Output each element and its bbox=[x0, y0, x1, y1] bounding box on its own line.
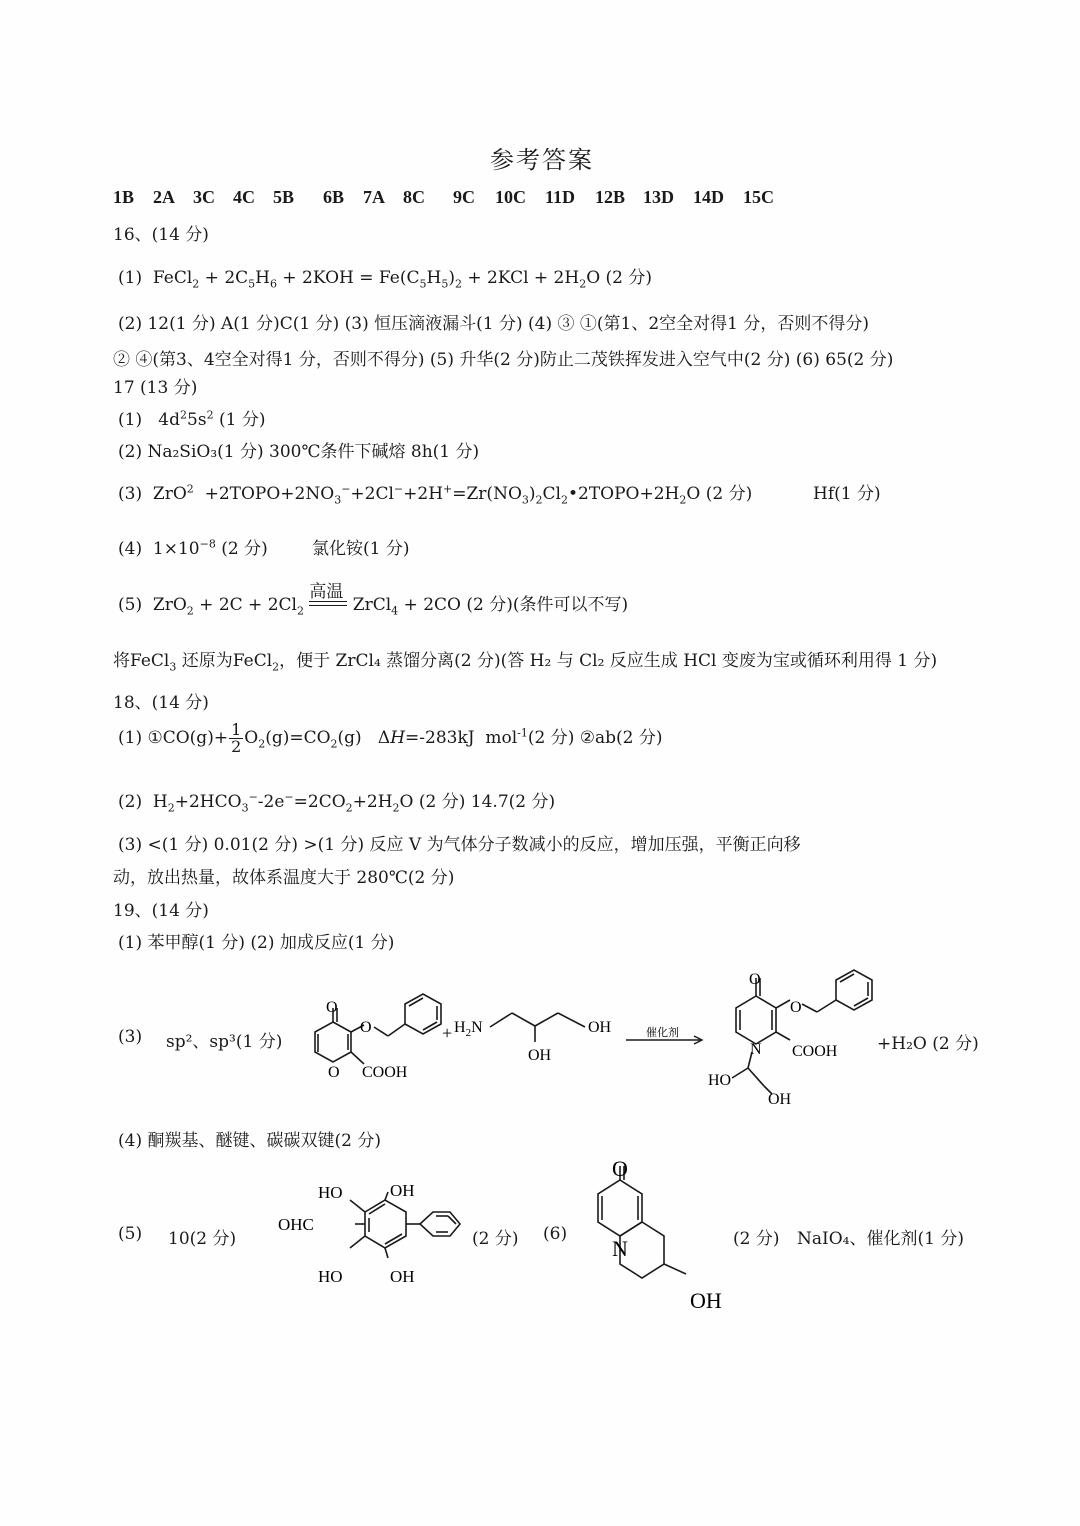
q17-part4-label: (4) bbox=[118, 539, 143, 559]
fecl2-formula: FeCl$_2$ bbox=[232, 651, 280, 674]
q17-part1 bbox=[118, 405, 265, 430]
q18-part3-row2: 动，放出热量，故体系温度大于 280℃(2 分) bbox=[113, 868, 455, 888]
answer-item: 2A bbox=[153, 187, 175, 207]
answer-item: 11D bbox=[545, 187, 576, 207]
answer-item: 12B bbox=[595, 187, 626, 207]
q19-part6-points: (2 分) bbox=[733, 1229, 780, 1249]
q16-part1 bbox=[118, 263, 653, 291]
q17-part3-points: (2 分) bbox=[705, 484, 753, 504]
q18-part1-equation: CO(g)+ $\frac{1}{2}$ $O_2(g)=CO_2(g)$ ΔH=-283kJ mol$^{-1}$ bbox=[162, 720, 528, 756]
condition-label: 高温 bbox=[309, 581, 344, 602]
benzene-ring-aldehyde bbox=[350, 1192, 460, 1258]
product-structure bbox=[732, 970, 872, 1094]
q18-part2-label: (2) bbox=[118, 792, 143, 812]
o-label: O bbox=[612, 1156, 628, 1181]
answer-item: 8C bbox=[403, 187, 425, 207]
structure-6 bbox=[580, 1150, 740, 1320]
plus-sign: + bbox=[442, 1023, 453, 1043]
q17-part4 bbox=[118, 534, 268, 559]
bicyclic-ring bbox=[598, 1166, 686, 1278]
n-label: N bbox=[612, 1236, 628, 1261]
q17-part4-value: $1\times 10^{-8}$ bbox=[147, 537, 216, 559]
answer-item: 1B bbox=[113, 187, 135, 207]
answer-item: 7A bbox=[363, 187, 385, 207]
q18-part2-equation: $H_2+2HCO_3^--2e^-=2CO_2+2H_2O$ bbox=[147, 790, 414, 815]
q16-part1-equation: FeCl$_2$ + $2C_5H_6 + 2KOH = Fe(C_5H_5)_2 + 2KCl + 2H_2O$ bbox=[147, 268, 601, 291]
o-label: O bbox=[790, 999, 802, 1016]
ho-label: HO bbox=[708, 1072, 732, 1089]
q17-part1-points: (1 分) bbox=[218, 410, 266, 430]
q19-header: 19、(14 分) bbox=[113, 901, 209, 921]
q19-part5-label: (5) bbox=[118, 1224, 143, 1244]
page-title: 参考答案 bbox=[490, 146, 594, 174]
q19-part3-label: (3) bbox=[118, 1027, 143, 1047]
q16-part1-label: (1) bbox=[118, 268, 143, 288]
catalyst-label: 催化剂 bbox=[646, 1027, 679, 1039]
q19-part4: (4) 酮羰基、醚键、碳碳双键(2 分) bbox=[118, 1131, 381, 1151]
q19-part5-points: (2 分) bbox=[472, 1229, 519, 1249]
q17-part4-extra: 氯化铵(1 分) bbox=[312, 539, 410, 559]
q17-part2: (2) Na₂SiO₃(1 分) 300℃条件下碱熔 8h(1 分) bbox=[118, 442, 480, 462]
answer-item: 13D bbox=[643, 187, 674, 207]
q17-part3 bbox=[118, 479, 753, 507]
equal-line-bottom bbox=[309, 605, 347, 606]
fraction: $\frac{1}{2}$ bbox=[231, 720, 242, 756]
q19-part3-text: sp²、sp³(1 分) bbox=[166, 1032, 283, 1052]
fecl3-formula: FeCl$_3$ bbox=[130, 651, 177, 674]
ohc-label: OHC bbox=[278, 1215, 314, 1234]
q18-header: 18、(14 分) bbox=[113, 693, 209, 713]
answer-item: 9C bbox=[453, 187, 475, 207]
q19-part5-text: 10(2 分) bbox=[168, 1229, 237, 1249]
cooh-label: COOH bbox=[362, 1064, 408, 1081]
oh-label: OH bbox=[528, 1047, 552, 1064]
q17-part5-equation-left: $ZrO_2 + 2C + 2Cl_2$ bbox=[147, 595, 304, 618]
answer-item: 15C bbox=[743, 187, 774, 207]
q17-header: 17 (13 分) bbox=[113, 378, 198, 398]
answer-item: 4C bbox=[233, 187, 255, 207]
q18-part3-row1: (3) <(1 分) 0.01(2 分) >(1 分) 反应 V 为气体分子数减小的反应，增加压强，平衡正向移 bbox=[118, 835, 801, 855]
h2o-label: +H₂O (2 分) bbox=[877, 1034, 979, 1054]
q17-part5-label: (5) bbox=[118, 595, 143, 615]
o-label: O bbox=[328, 1064, 340, 1081]
o-label: O bbox=[360, 1019, 372, 1036]
condition-arrow bbox=[309, 581, 347, 613]
note-mid: 还原为 bbox=[181, 651, 233, 671]
ho-label: HO bbox=[318, 1267, 343, 1286]
q16-header: 16、(14 分) bbox=[113, 225, 209, 245]
q17-part1-label: (1) bbox=[118, 410, 143, 430]
q19-part6-label: (6) bbox=[543, 1224, 568, 1244]
q17-note bbox=[113, 646, 938, 674]
q17-part3-label: (3) bbox=[118, 484, 143, 504]
oh-label: OH bbox=[390, 1267, 415, 1286]
reactant-2-structure bbox=[490, 1013, 585, 1042]
q18-part1-points: (2 分) ②ab(2 分) bbox=[527, 728, 663, 748]
h2n-label: $H_2N$ bbox=[454, 1019, 483, 1039]
q17-part5 bbox=[118, 581, 629, 618]
q17-part5-equation-right: ZrCl$_4$ + 2CO bbox=[352, 595, 461, 618]
oh-label: OH bbox=[588, 1019, 612, 1036]
q18-part2 bbox=[118, 787, 556, 815]
q17-part4-points: (2 分) bbox=[221, 539, 268, 559]
equal-line-top bbox=[309, 601, 347, 602]
oh-label: OH bbox=[390, 1181, 415, 1200]
q17-part1-config: $4d^25s^2$ bbox=[147, 408, 214, 430]
structure-5 bbox=[270, 1170, 470, 1290]
answer-item: 5B bbox=[273, 187, 295, 207]
oh-label: OH bbox=[690, 1288, 722, 1313]
o-label: O bbox=[749, 971, 761, 988]
note-suffix: ，便于 ZrCl₄ 蒸馏分离(2 分)(答 H₂ 与 Cl₂ 反应生成 HCl 变废为宝或循环利用得 1 分) bbox=[279, 651, 938, 671]
q16-part1-points: (2 分) bbox=[605, 268, 653, 288]
q16-part2-row1: (2) 12(1 分) A(1 分)C(1 分) (3) 恒压滴液漏斗(1 分) (4) ③ ①(第1、2空全对得1 分，否则不得分) bbox=[118, 314, 870, 334]
answer-item: 6B bbox=[323, 187, 345, 207]
cooh-label: COOH bbox=[792, 1043, 838, 1060]
n-label: N bbox=[750, 1041, 762, 1058]
answer-item: 14D bbox=[693, 187, 724, 207]
q18-part1 bbox=[118, 722, 663, 755]
q19-part1-2: (1) 苯甲醇(1 分) (2) 加成反应(1 分) bbox=[118, 933, 395, 953]
q18-part2-points: (2 分) 14.7(2 分) bbox=[418, 792, 556, 812]
answer-item: 3C bbox=[193, 187, 215, 207]
o-label: O bbox=[326, 999, 338, 1016]
note-prefix: 将 bbox=[113, 651, 130, 671]
ho-label: HO bbox=[318, 1183, 343, 1202]
q17-part5-points: (2 分)(条件可以不写) bbox=[466, 595, 629, 615]
oh-label: OH bbox=[768, 1091, 792, 1108]
q16-part2-row2: ② ④(第3、4空全对得1 分，否则不得分) (5) 升华(2 分)防止二茂铁挥发进入空气中(2 分) (6) 65(2 分) bbox=[113, 350, 894, 370]
q19-part6-reagent: NaIO₄、催化剂(1 分) bbox=[797, 1229, 964, 1249]
q17-part3-extra: Hf(1 分) bbox=[813, 484, 881, 504]
q18-part1-label: (1) ① bbox=[118, 728, 163, 748]
answer-item: 10C bbox=[495, 187, 526, 207]
q17-part3-equation: $ZrO^2 +2TOPO+2NO_3^-+2Cl^-+2H^+=Zr(NO_3)_2Cl_2•2TOPO+2H_2O$ bbox=[147, 482, 701, 507]
